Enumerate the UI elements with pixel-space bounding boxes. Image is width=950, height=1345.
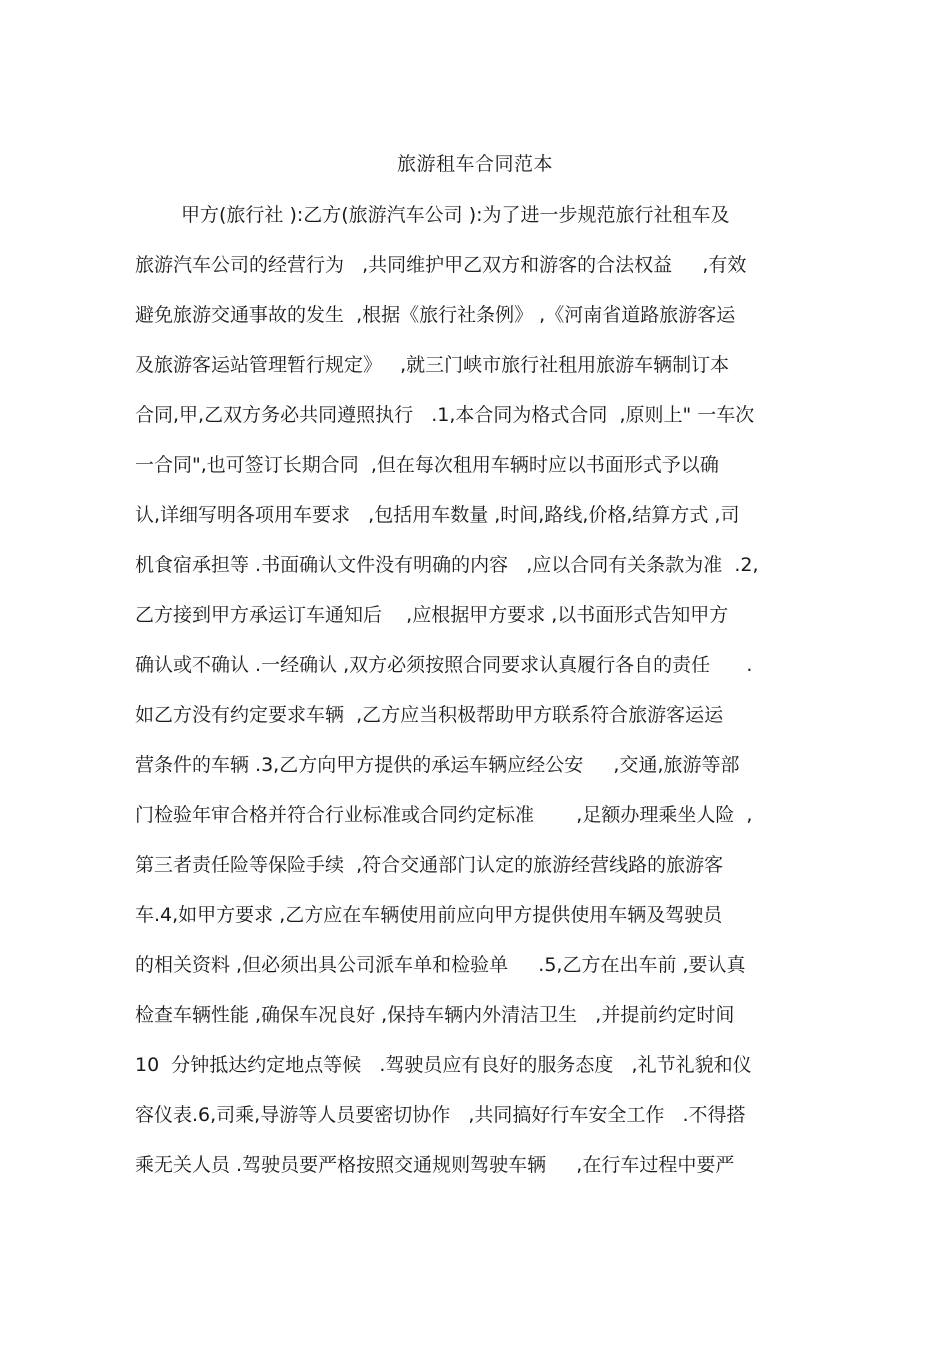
body-line: 第三者责任险等保险手续 ,符合交通部门认定的旅游经营线路的旅游客: [135, 854, 724, 876]
body-line: 营条件的车辆 .3,乙方向甲方提供的承运车辆应经公安 ,交通,旅游等部: [135, 754, 740, 776]
body-line: 合同,甲,乙双方务必共同遵照执行 .1,本合同为格式合同 ,原则上" 一车次: [135, 404, 755, 426]
body-line: 10 分钟抵达约定地点等候 .驾驶员应有良好的服务态度 ,礼节礼貌和仪: [135, 1054, 752, 1076]
body-line: 机食宿承担等 .书面确认文件没有明确的内容 ,应以合同有关条款为准 .2,: [135, 554, 759, 576]
body-line: 如乙方没有约定要求车辆 ,乙方应当积极帮助甲方联系符合旅游客运运: [135, 704, 724, 726]
body-line: 甲方(旅行社 ):乙方(旅游汽车公司 ):为了进一步规范旅行社租车及: [181, 204, 730, 226]
document-body: [135, 200, 825, 1200]
body-line: 认,详细写明各项用车要求 ,包括用车数量 ,时间,路线,价格,结算方式 ,司: [135, 504, 740, 526]
body-line: 确认或不确认 .一经确认 ,双方必须按照合同要求认真履行各自的责任 .: [135, 654, 753, 676]
body-line: 乘无关人员 .驾驶员要严格按照交通规则驾驶车辆 ,在行车过程中要严: [135, 1154, 735, 1176]
body-line: 避免旅游交通事故的发生 ,根据《旅行社条例》 ,《河南省道路旅游客运: [135, 304, 736, 326]
body-line: 容仪表.6,司乘,导游等人员要密切协作 ,共同搞好行车安全工作 .不得搭: [135, 1104, 746, 1126]
body-line: 旅游汽车公司的经营行为 ,共同维护甲乙双方和游客的合法权益 ,有效: [135, 254, 747, 276]
body-line: 及旅游客运站管理暂行规定》 ,就三门峡市旅行社租用旅游车辆制订本: [135, 354, 730, 376]
body-line: 车.4,如甲方要求 ,乙方应在车辆使用前应向甲方提供使用车辆及驾驶员: [135, 904, 723, 926]
body-line: 的相关资料 ,但必须出具公司派车单和检验单 .5,乙方在出车前 ,要认真: [135, 954, 746, 976]
document-title: 旅游租车合同范本: [396, 153, 553, 175]
body-line: 检查车辆性能 ,确保车况良好 ,保持车辆内外清洁卫生 ,并提前约定时间: [135, 1004, 735, 1026]
body-line: 门检验年审合格并符合行业标准或合同约定标准 ,足额办理乘坐人险 ,: [135, 804, 753, 826]
body-line: 乙方接到甲方承运订车通知后 ,应根据甲方要求 ,以书面形式告知甲方: [135, 604, 729, 626]
body-line: 一合同",也可签订长期合同 ,但在每次租用车辆时应以书面形式予以确: [135, 454, 719, 476]
